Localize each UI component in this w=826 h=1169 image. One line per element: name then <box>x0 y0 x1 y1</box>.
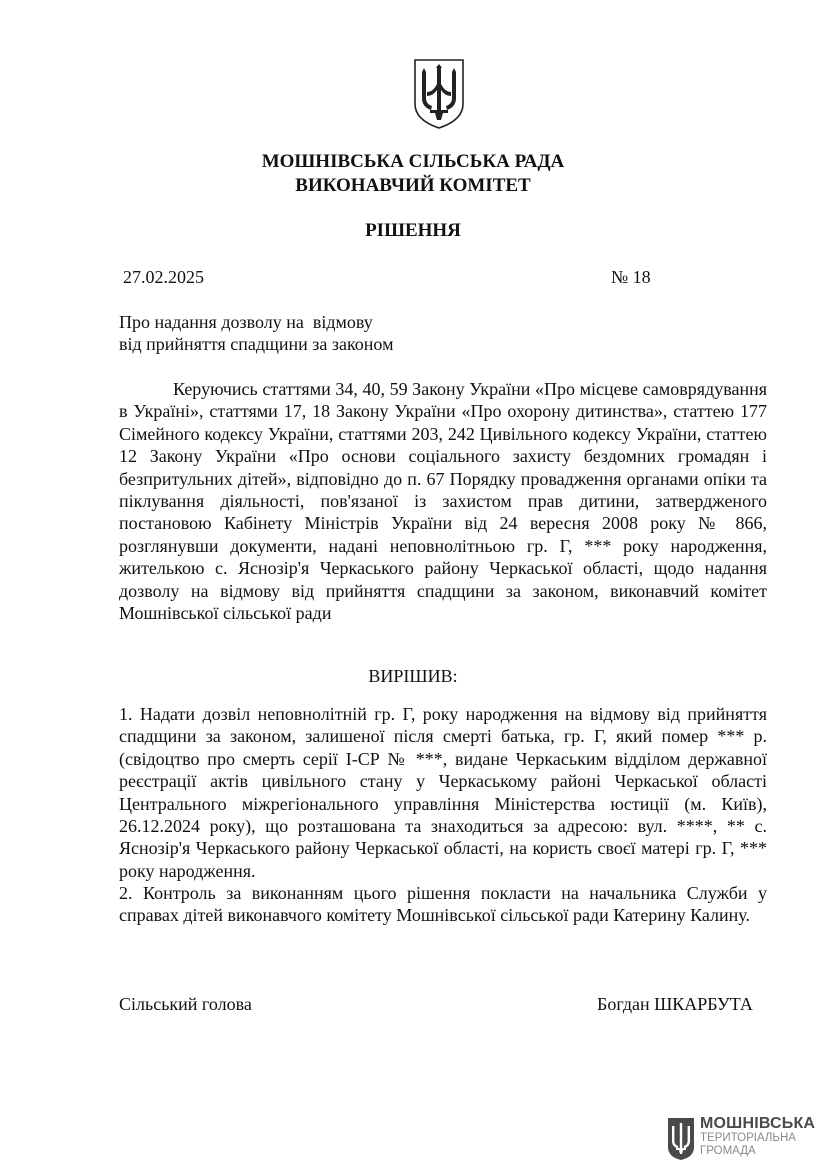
resolve-heading: ВИРІШИВ: <box>368 666 458 686</box>
brand-subtitle-2: ГРОМАДА <box>700 1145 756 1157</box>
trident-logo-icon <box>667 1117 695 1161</box>
resolution-point-1: 1. Надати дозвіл неповнолітній гр. Г, року народження на відмову від прийняття спадщини за законом, залишеної після смерті батька, гр. Г, який помер *** р. (свідоцтво про смерть серії І-СР № ***, видане Черкаським відділом державної реєстрації актів цивільного стану у Черкаському районі Черкаської області Центрального міжрегіонального управління Міністерства юстиції (м. Київ), 26.12.2024 року), що розташована та знаходиться за адресою: вул. ****, ** с. Яснозір'я Черкаського району Черкаської області, на користь своєї матері гр. Г, *** року народження. <box>119 704 767 881</box>
subject-line1: Про надання дозволу на відмову <box>119 312 373 332</box>
document-number: № 18 <box>611 267 651 287</box>
document-title: РІШЕННЯ <box>365 220 461 241</box>
signatory-position: Сільський голова <box>119 994 252 1014</box>
org-name-line1: МОШНІВСЬКА СІЛЬСЬКА РАДА <box>261 151 565 172</box>
brand-name: МОШНІВСЬКА <box>700 1115 816 1132</box>
document-date: 27.02.2025 <box>123 267 204 287</box>
subject-line2: від прийняття спадщини за законом <box>119 334 394 354</box>
brand-subtitle-1: ТЕРИТОРІАЛЬНА <box>700 1132 796 1144</box>
signatory-name: Богдан ШКАРБУТА <box>597 994 753 1014</box>
resolution-point-2: 2. Контроль за виконанням цього рішення покласти на начальника Служби у справах дітей виконавчого комітету Мошнівської сільської ради Катерину Калину. <box>119 883 767 926</box>
coat-of-arms-icon <box>412 58 466 130</box>
org-name-line2: ВИКОНАВЧИЙ КОМІТЕТ <box>295 175 531 196</box>
document-subject <box>119 311 393 355</box>
community-brand <box>667 1115 817 1163</box>
intro-paragraph: Керуючись статтями 34, 40, 59 Закону України «Про місцеве самоврядування в Україні», статтями 17, 18 Закону України «Про охорону дитинства», статтею 177 Сімейного кодексу України, статтями 203, 242 Цивільного кодексу України, статтею 12 Закону України «Про основи соціального захисту бездомних громадян і безпритульних дітей», відповідно до п. 67 Порядку провадження органами опіки та піклування діяльності, пов'язаної із захистом прав дитини, затвердженого постановою Кабінету Міністрів України від 24 вересня 2008 року № 866, розглянувши документи, надані неповнолітньою гр. Г, *** року народження, жителькою с. Яснозір'я Черкаського району Черкаської області, щодо надання дозволу на відмову від прийняття спадщини за законом, виконавчий комітет Мошнівської сільської ради <box>119 379 767 624</box>
